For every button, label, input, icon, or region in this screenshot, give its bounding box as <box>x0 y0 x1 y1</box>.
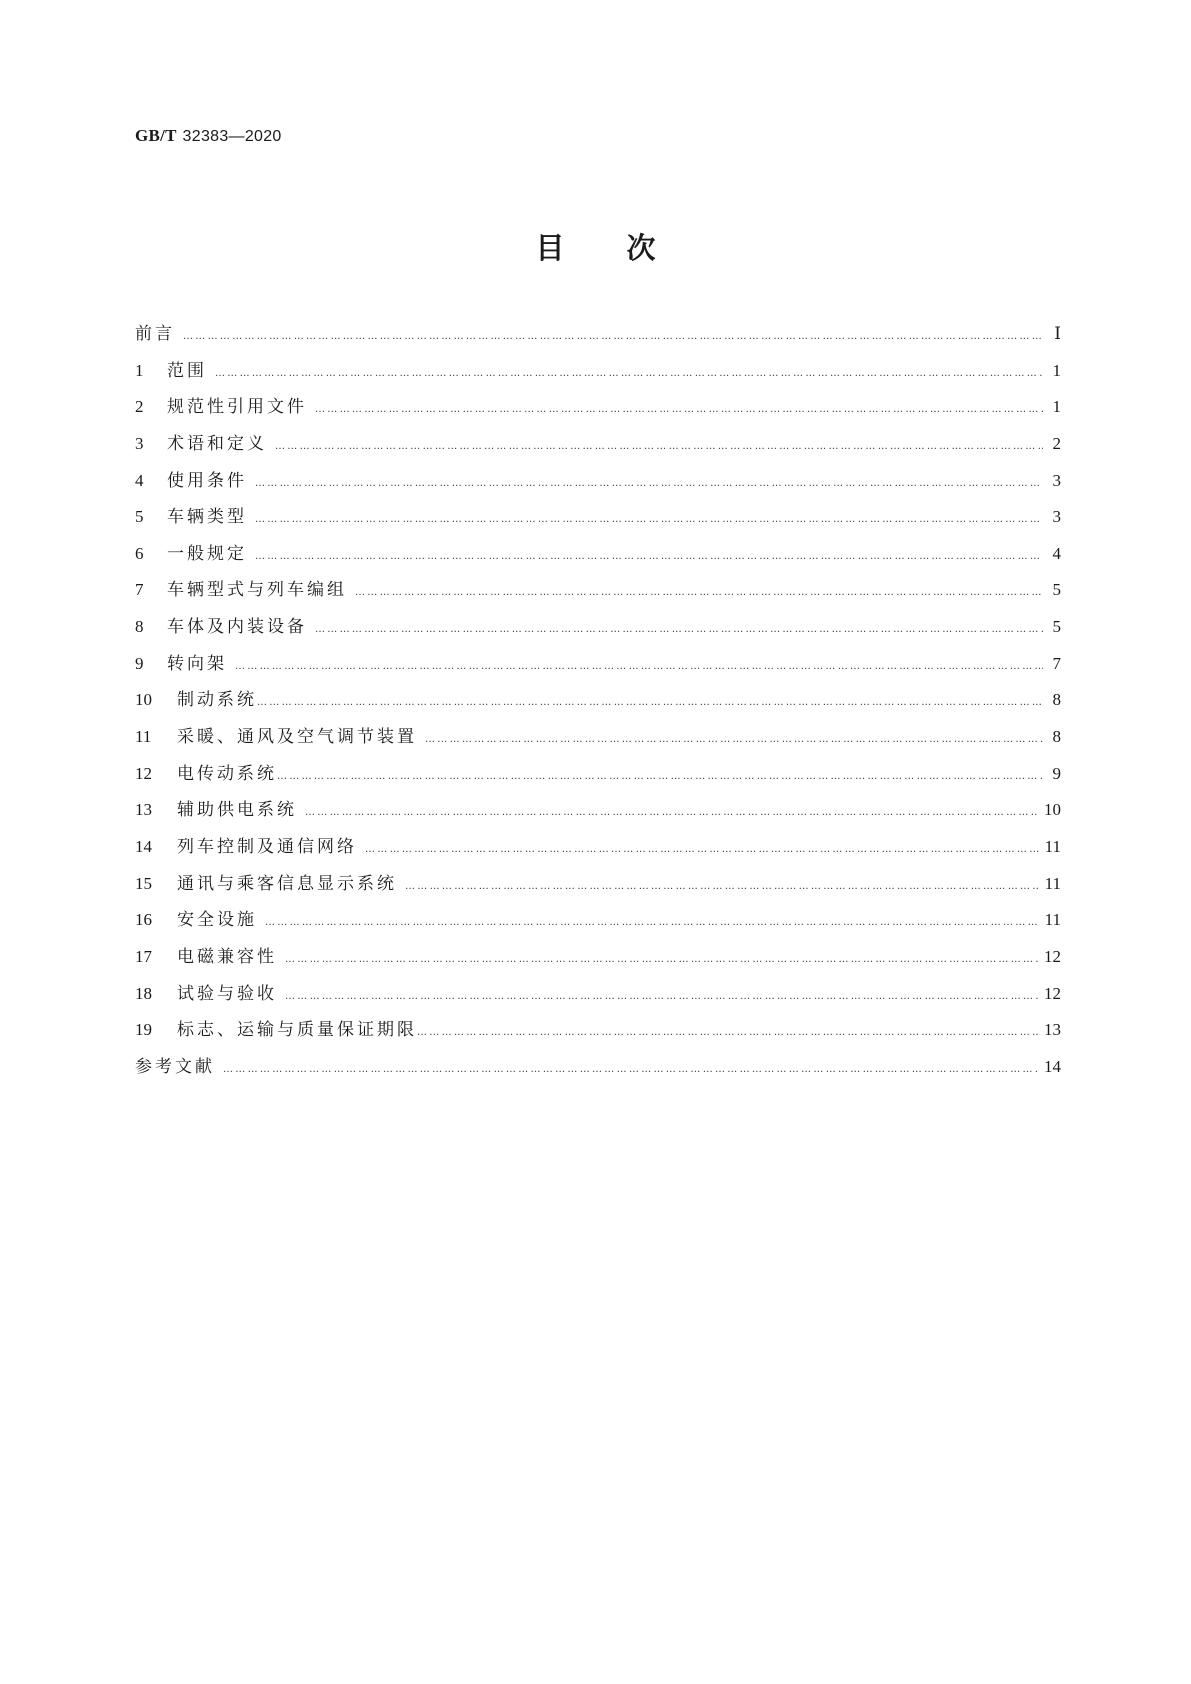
toc-entry-12[interactable] <box>135 764 1061 801</box>
toc-entry-page: 5 <box>1052 617 1061 637</box>
toc-entry-number: 17 <box>135 946 152 966</box>
standard-number: 32383—2020 <box>182 128 282 145</box>
toc-leader-dots <box>255 510 1043 530</box>
toc-leader-dots <box>265 913 1039 933</box>
toc-entry-page: 7 <box>1052 653 1061 673</box>
toc-entry-page: 10 <box>1044 800 1061 820</box>
toc-entry-title: 通讯与乘客信息显示系统 <box>177 873 397 894</box>
toc-entry-title: 电传动系统 <box>177 763 277 784</box>
toc-entry-title: 安全设施 <box>177 910 257 931</box>
toc-entry-title: 试验与验收 <box>177 983 277 1004</box>
toc-entry-title: 使用条件 <box>167 470 247 491</box>
toc-entry-14[interactable] <box>135 837 1061 874</box>
toc-entry-page: 8 <box>1052 727 1061 747</box>
toc-entry-11[interactable] <box>135 727 1061 764</box>
toc-leader-dots <box>215 364 1043 384</box>
toc-entry-page: 8 <box>1052 690 1061 710</box>
toc-leader-dots <box>285 987 1038 1007</box>
toc-entry-page: 14 <box>1044 1056 1061 1076</box>
toc-entry-page: 11 <box>1044 836 1061 856</box>
toc-entry-19[interactable] <box>135 1020 1061 1057</box>
toc-leader-dots <box>315 400 1043 420</box>
toc-entry-number: 12 <box>135 763 152 783</box>
toc-entry-page: 13 <box>1044 1020 1061 1040</box>
toc-entry-number: 3 <box>135 433 144 453</box>
toc-entry-title: 标志、运输与质量保证期限 <box>177 1020 417 1041</box>
toc-entry-5[interactable] <box>135 507 1061 544</box>
toc-entry-17[interactable] <box>135 947 1061 984</box>
toc-leader-dots <box>275 437 1043 457</box>
toc-entry-page: 12 <box>1044 946 1061 966</box>
toc-entry-number: 5 <box>135 507 144 527</box>
toc-entry-bibliography[interactable] <box>135 1057 1061 1094</box>
toc-entry-page: 9 <box>1052 763 1061 783</box>
toc-entry-2[interactable] <box>135 397 1061 434</box>
toc-leader-dots <box>405 877 1039 897</box>
toc-entry-18[interactable] <box>135 984 1061 1021</box>
toc-entry-16[interactable] <box>135 910 1061 947</box>
toc-entry-number: 1 <box>135 360 144 380</box>
toc-entry-15[interactable] <box>135 874 1061 911</box>
toc-entry-page: 11 <box>1044 910 1061 930</box>
table-of-contents <box>135 324 1061 1093</box>
toc-entry-title: 转向架 <box>167 653 227 674</box>
toc-entry-title: 列车控制及通信网络 <box>177 836 357 857</box>
toc-leader-dots <box>183 327 1043 347</box>
toc-entry-title: 前言 <box>135 324 175 344</box>
toc-entry-title: 车体及内装设备 <box>167 617 307 638</box>
toc-entry-10[interactable] <box>135 690 1061 727</box>
toc-entry-number: 11 <box>135 727 152 747</box>
toc-entry-9[interactable] <box>135 654 1061 691</box>
toc-entry-title: 车辆型式与列车编组 <box>167 580 347 601</box>
toc-entry-title: 范围 <box>167 360 207 381</box>
toc-entry-6[interactable] <box>135 544 1061 581</box>
toc-entry-4[interactable] <box>135 471 1061 508</box>
toc-entry-8[interactable] <box>135 617 1061 654</box>
toc-leader-dots <box>285 950 1038 970</box>
page-title: 目次 <box>535 231 718 265</box>
toc-entry-page: 2 <box>1052 433 1061 453</box>
toc-entry-number: 16 <box>135 910 152 930</box>
toc-entry-1[interactable] <box>135 361 1061 398</box>
standard-prefix: GB/T <box>135 126 177 145</box>
toc-entry-number: 7 <box>135 580 144 600</box>
toc-entry-number: 9 <box>135 653 144 673</box>
toc-leader-dots <box>277 767 1043 787</box>
toc-entry-page: 3 <box>1052 507 1061 527</box>
toc-entry-7[interactable] <box>135 580 1061 617</box>
toc-entry-number: 4 <box>135 470 144 490</box>
toc-leader-dots <box>305 803 1038 823</box>
toc-leader-dots <box>315 620 1043 640</box>
toc-entry-number: 15 <box>135 873 152 893</box>
toc-entry-title: 规范性引用文件 <box>167 397 307 418</box>
toc-entry-foreword[interactable] <box>135 324 1061 361</box>
toc-entry-number: 2 <box>135 397 144 417</box>
toc-entry-number: 14 <box>135 836 152 856</box>
toc-entry-title: 采暖、通风及空气调节装置 <box>177 727 417 748</box>
toc-entry-page: 1 <box>1052 360 1061 380</box>
toc-leader-dots <box>255 474 1043 494</box>
toc-entry-number: 10 <box>135 690 152 710</box>
toc-entry-page: 4 <box>1052 543 1061 563</box>
toc-entry-page: 1 <box>1052 397 1061 417</box>
toc-entry-page: 3 <box>1052 470 1061 490</box>
toc-entry-page: 12 <box>1044 983 1061 1003</box>
toc-entry-page: Ⅰ <box>1054 324 1061 343</box>
toc-entry-title: 制动系统 <box>177 690 257 711</box>
toc-leader-dots <box>425 730 1043 750</box>
toc-entry-number: 13 <box>135 800 152 820</box>
toc-entry-number: 19 <box>135 1020 152 1040</box>
toc-entry-number: 18 <box>135 983 152 1003</box>
toc-entry-number: 6 <box>135 543 144 563</box>
toc-leader-dots <box>235 657 1043 677</box>
toc-entry-title: 辅助供电系统 <box>177 800 297 821</box>
toc-entry-3[interactable] <box>135 434 1061 471</box>
toc-leader-dots <box>365 840 1039 860</box>
document-code <box>135 126 282 146</box>
toc-entry-title: 车辆类型 <box>167 507 247 528</box>
toc-leader-dots <box>417 1023 1038 1043</box>
toc-leader-dots <box>355 583 1043 603</box>
toc-entry-number: 8 <box>135 617 144 637</box>
toc-entry-13[interactable] <box>135 800 1061 837</box>
toc-entry-title: 一般规定 <box>167 543 247 564</box>
toc-leader-dots <box>255 547 1043 567</box>
toc-entry-title: 参考文献 <box>135 1056 215 1077</box>
toc-leader-dots <box>257 693 1043 713</box>
toc-entry-page: 11 <box>1044 873 1061 893</box>
toc-leader-dots <box>223 1060 1038 1080</box>
toc-entry-page: 5 <box>1052 580 1061 600</box>
toc-entry-title: 术语和定义 <box>167 433 267 454</box>
toc-entry-title: 电磁兼容性 <box>177 946 277 967</box>
